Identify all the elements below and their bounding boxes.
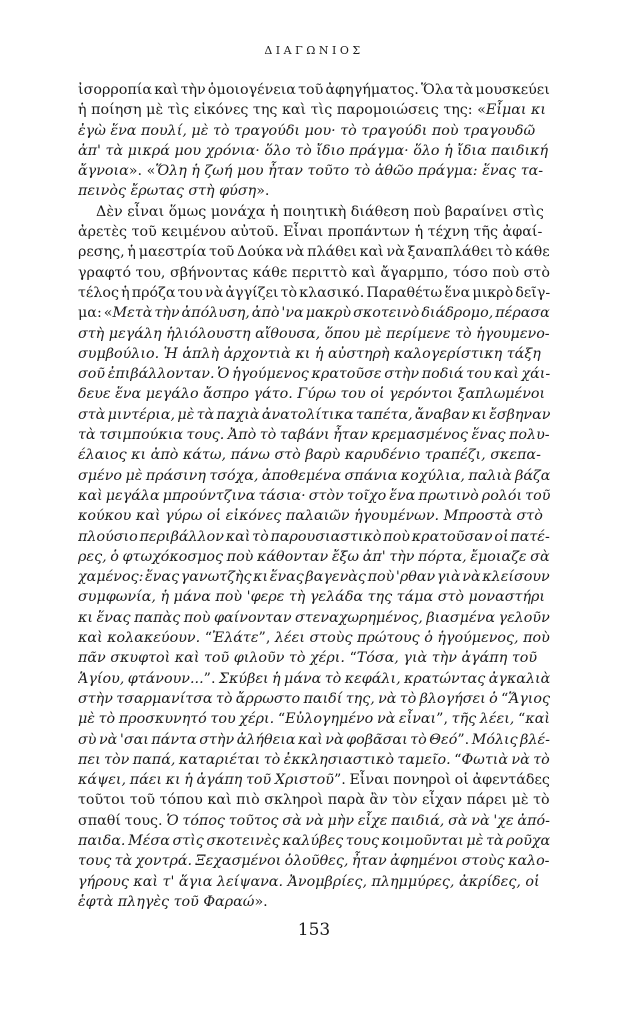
text-line: [78, 161, 550, 181]
italic-run: ρες, ὁ φτωχόκοσμος ποὺ κάθονταν ἔξω ἀπ' τὴν πόρτα, ἔμοιαζε σὰ: [78, 548, 550, 565]
italic-run: πει τὸν παπά, καταριέται τὸ ἐκκλησιαστικὸ ταμεῖο.: [78, 751, 455, 768]
italic-run: πεινὸς ἔρωτας στὴ φύση: [78, 183, 257, 200]
italic-run: τους τὰ χοντρά. Ξεχασμένοι ὁλοῦθες, ἦταν ἀφημένοι στοὺς καλο-: [78, 853, 550, 870]
text-line: [78, 689, 550, 709]
italic-run: Ὅλη ἡ ζωή μου ἦταν τοῦτο τὸ ἀθῶο πράγμα: ἕνας τα-: [155, 163, 544, 180]
running-header: ΔΙΑΓΩΝΙΟΣ: [264, 44, 364, 57]
text-line: [78, 121, 550, 141]
text-line: [78, 709, 550, 729]
text-line: [78, 283, 550, 303]
italic-run: Εἶμαι κι: [485, 102, 547, 119]
text-line: [78, 141, 550, 161]
text-line: [78, 405, 550, 425]
text-run: ”,: [258, 630, 275, 647]
text-line: [78, 669, 550, 689]
text-run: ”.: [203, 670, 219, 687]
text-line: [78, 202, 550, 222]
italic-run: σοῦ ἐπιβάλλονταν. Ὁ ἡγούμενος κρατοῦσε στὴν ποδιά του καὶ χάι-: [78, 366, 550, 383]
text-run: “: [349, 650, 357, 667]
italic-run: τῆς λέει,: [451, 711, 518, 728]
text-line: [78, 730, 550, 750]
text-run: ἰσορροπία καὶ τὴν ὁμοιογένεια τοῦ ἀφηγήματος. Ὅλα τὰ μουσκεύει: [78, 82, 550, 98]
text-run: ἀρετὲς τοῦ κειμένου αὐτοῦ. Εἶναι προπάντων ἡ τέχνη τῆς ἀφαί-: [78, 224, 543, 241]
text-run: τοῦτοι τοῦ τόπου καὶ πιὸ σκληροὶ παρὰ ἂν τὸν εἶχαν πάρει μὲ τὸ: [78, 792, 550, 809]
italic-run: παιδα. Μέσα στὶς σκοτεινὲς καλύβες τους κοιμοῦνται μὲ τὰ ροῦχα: [78, 832, 550, 849]
italic-run: πλούσιο περιβάλλον καὶ τὸ παρουσιαστικὸ ποὺ κρατοῦσαν οἱ πατέ-: [78, 528, 550, 545]
italic-run: Εὐλογημένο νὰ εἶναι: [285, 711, 437, 728]
text-line: [78, 445, 550, 465]
italic-run: Ὁ τόπος τοῦτος σὰ νὰ μὴν εἶχε παιδιά, σὰ νὰ 'χε ἀπό-: [166, 812, 550, 829]
italic-run: συμφωνία, ἡ μάνα ποὺ 'φερε τὴ γελάδα της τάμα στὸ μοναστήρι: [78, 589, 546, 606]
text-run: ”,: [436, 711, 452, 728]
text-run: ».: [254, 893, 268, 910]
text-run: ἡ ποίηση μὲ τὶς εἰκόνες της καὶ τὶς παρομοιώσεις της: «: [78, 102, 486, 119]
text-line: [78, 384, 550, 404]
text-line: [78, 628, 550, 648]
italic-run: καὶ κολακεύουν.: [78, 630, 205, 647]
italic-run: χαμένος: ἕνας γανωτζὴς κι ἕνας βαγενὰς ποὺ 'ρθαν γιὰ νὰ κλείσουν: [78, 569, 550, 586]
text-line: [78, 242, 550, 262]
text-run: “: [204, 630, 213, 647]
italic-run: Ἐλάτε: [212, 630, 259, 647]
italic-run: πᾶν σκυφτοὶ καὶ τοῦ φιλοῦν τὸ χέρι.: [78, 650, 350, 667]
italic-run: Φωτιὰ νὰ τὸ: [461, 751, 550, 768]
text-run: μα: «: [78, 305, 113, 322]
text-run: ». «: [128, 163, 156, 180]
text-line: [78, 587, 550, 607]
italic-run: καὶ: [525, 711, 550, 728]
text-line: [78, 263, 550, 283]
italic-run: ἀπ' τὰ μικρά μου χρόνια· ὅλο τὸ ἴδιο πράγμα· ὅλο ἡ ἴδια παιδική: [78, 142, 549, 159]
italic-run: Σκύβει ἡ μάνα τὸ κεφάλι, κρατώντας ἀγκαλιὰ: [218, 670, 550, 687]
text-line: [78, 344, 550, 364]
italic-run: καὶ μεγάλα μπρούντζινα τάσια· στὸν τοῖχο ἕνα πρωτινὸ ρολόι τοῦ: [78, 487, 550, 504]
text-line: [78, 486, 550, 506]
text-line: [78, 770, 550, 790]
text-line: [78, 506, 550, 526]
italic-run: στὴ μεγάλη ἡλιόλουστη αἴθουσα, ὅπου μὲ περίμενε τὸ ἡγουμενο-: [78, 325, 550, 342]
text-line: [78, 364, 550, 384]
italic-run: Τόσα, γιὰ τὴν ἀγάπη τοῦ: [356, 650, 538, 667]
italic-run: Ἁγίου, φτάνουν...: [78, 670, 204, 687]
italic-run: λέει στοὺς πρώτους ὁ ἡγούμενος, ποὺ: [274, 630, 550, 647]
text-line: [78, 831, 550, 851]
italic-run: στὴν τσαρμανίτσα τὸ ἄρρωστο παιδί της, νὰ τὸ βλογήσει ὁ: [78, 690, 502, 707]
italic-run: κάψει, πάει κι ἡ ἀγάπη τοῦ Χριστοῦ: [78, 772, 334, 789]
text-line: [78, 466, 550, 486]
text-run: “: [277, 711, 286, 728]
text-line: [78, 851, 550, 871]
text-line: [78, 811, 550, 831]
italic-run: συμβούλιο. Ἡ ἁπλὴ ἀρχοντιὰ κι ἡ αὐστηρὴ καλογερίστικη τάξη: [78, 345, 541, 362]
text-run: σπαθί τους.: [78, 812, 167, 829]
text-line: [78, 181, 550, 201]
text-line: [78, 222, 550, 242]
text-line: [78, 608, 550, 628]
italic-run: κι ἕνας παπὰς ποὺ φαίνονταν στεναχωρημένος, βιασμένα γελοῦν: [78, 609, 550, 626]
italic-run: κούκου καὶ γύρω οἱ εἰκόνες παλαιῶν ἡγουμένων. Μπροστὰ στὸ: [78, 508, 543, 525]
text-run: ».: [256, 183, 270, 200]
body-text: [78, 80, 550, 912]
text-run: ”. Εἶναι πονηροὶ οἱ ἀφεντάδες: [334, 772, 550, 789]
text-run: “: [518, 711, 526, 728]
text-line: [78, 527, 550, 547]
text-line: [78, 750, 550, 770]
text-line: [78, 80, 550, 100]
text-line: [78, 790, 550, 810]
italic-run: σὺ νὰ 'σαι πάντα στὴν ἀλήθεια καὶ νὰ φοβᾶσαι τὸ Θεό: [78, 731, 458, 748]
italic-run: γήρους καὶ τ' ἅγια λείψανα. Ἀνομβρίες, πλημμύρες, ἀκρίδες, οἱ: [78, 873, 540, 890]
text-run: τέλος ἡ πρόζα του νὰ ἀγγίζει τὸ κλασικό. Παραθέτω ἕνα μικρὸ δεῖγ-: [78, 284, 550, 301]
italic-run: ἑφτὰ πληγὲς τοῦ Φαραώ: [78, 893, 255, 910]
italic-run: ἐγὼ ἕνα πουλί, μὲ τὸ τραγούδι μου· τὸ τραγούδι ποὺ τραγουδῶ: [78, 122, 536, 139]
text-line: [78, 303, 550, 323]
page-number: 153: [297, 920, 331, 940]
italic-run: σμένο μὲ πράσινη τσόχα, ἀποθεμένα σπάνια κοχύλια, παλιὰ βάζα: [78, 467, 550, 484]
text-line: [78, 872, 550, 892]
text-line: [78, 892, 550, 912]
italic-run: δευε ἕνα μεγάλο ἄσπρο γάτο. Γύρω του οἱ γερόντοι ξαπλωμένοι: [78, 386, 546, 403]
italic-run: μὲ τὸ προσκυνητό του χέρι.: [78, 711, 278, 728]
text-run: “: [501, 690, 509, 707]
italic-run: ἄγνοια: [78, 163, 129, 180]
text-line: [78, 648, 550, 668]
text-line: [78, 100, 550, 120]
text-line: [78, 547, 550, 567]
text-line: [78, 567, 550, 587]
italic-run: τὰ τσιμπούκια τους. Ἀπὸ τὸ ταβάνι ἦταν κρεμασμένος ἕνας πολυ-: [78, 427, 550, 444]
text-line: [78, 324, 550, 344]
text-run: “: [454, 751, 462, 768]
text-run: γραφτό του, σβήνοντας κάθε περιττὸ καὶ ἄγαρμπο, τόσο ποὺ στὸ: [78, 264, 550, 281]
text-run: ρεσης, ἡ μαεστρία τοῦ Δούκα νὰ πλάθει καὶ νὰ ξαναπλάθει τὸ κάθε: [78, 244, 550, 261]
text-run: ”.: [457, 731, 472, 748]
text-line: [78, 425, 550, 445]
text-run: Δὲν εἶναι ὅμως μονάχα ἡ ποιητικὴ διάθεση ποὺ βαραίνει στὶς: [96, 203, 544, 220]
italic-run: Ἅγιος: [508, 690, 550, 707]
italic-run: Μόλις βλέ-: [471, 731, 550, 748]
italic-run: Μετὰ τὴν ἀπόλυση, ἀπὸ 'να μακρὺ σκοτεινὸ διάδρομο, πέρασα: [112, 305, 550, 322]
italic-run: έλαιος κι ἀπὸ κάτω, πάνω στὸ βαρὺ καρυδένιο τραπέζι, σκεπα-: [78, 447, 541, 464]
italic-run: στὰ μιντέρια, μὲ τὰ παχιὰ ἀνατολίτικα ταπέτα, ἄναβαν κι ἔσβηναν: [78, 406, 550, 423]
